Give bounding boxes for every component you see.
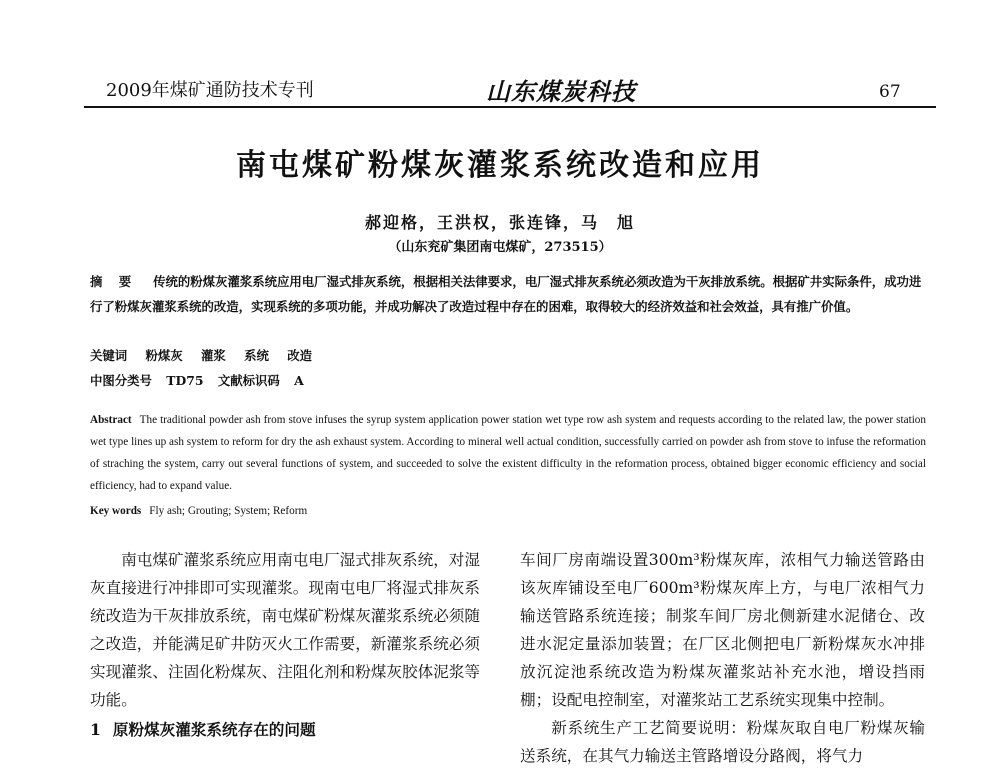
keywords-cn — [90, 346, 312, 364]
abstract-cn-label: 摘 要 — [90, 274, 138, 289]
abstract-cn-text: 传统的粉煤灰灌浆系统应用电厂湿式排灰系统，根据相关法律要求，电厂湿式排灰系统必须改造为干灰排放系统。根据矿井实际条件，成功进行了粉煤灰灌浆系统的改造，实现系统的多项功能，并成功解决了改造过程中存在的困难，取得较大的经济效益和社会效益，具有推广价值。 — [90, 274, 922, 314]
journal-name: 山东煤炭科技 — [486, 77, 636, 106]
body-right-column — [520, 546, 925, 770]
classification-label: 中图分类号 — [90, 373, 152, 388]
doc-code-label: 文献标识码 — [217, 373, 280, 388]
body-paragraph: 南屯煤矿灌浆系统应用南屯电厂湿式排灰系统，对湿灰直接进行冲排即可实现灌浆。现南屯电厂将湿式排灰系统改造为干灰排放系统，南屯煤矿粉煤灰灌浆系统必须随之改造，并能满足矿井防灭火工作需要，新灌浆系统必须实现灌浆、注固化粉煤灰、注阻化剂和粉煤灰胶体泥浆等功能。 — [90, 551, 480, 709]
abstract-en-text: The traditional powder ash from stove infuses the syrup system application power station wet type row ash system and requests according to the related law, the power station wet type lines up ash system to reform for dry the ash exhaust system. According to mineral well actual condition, successfully carried on powder ash from stove to infuse the reformation of straching the system, carry out several functions of system, and succeeded to solve the existent difficulty in the reformation process, obtained bigger economic efficiency and social efficiency, had to expand value. — [90, 414, 926, 492]
keywords-en-label: Key words — [90, 505, 142, 517]
page-number: 67 — [879, 82, 901, 102]
keywords-cn-label: 关键词 — [90, 348, 128, 363]
section-number: 1 — [90, 720, 101, 739]
body-left-column — [90, 546, 480, 714]
abstract-en — [90, 409, 926, 497]
abstract-en-label: Abstract — [90, 414, 132, 426]
article-authors: 郝迎格，王洪权，张连锋，马 旭 — [364, 213, 635, 232]
doc-code-value: A — [294, 373, 304, 388]
keyword-item: 灌浆 — [201, 348, 226, 363]
article-affiliation: （山东兖矿集团南屯煤矿，273515） — [388, 240, 612, 255]
body-paragraph: 新系统生产工艺简要说明：粉煤灰取自电厂粉煤灰输送系统，在其气力输送主管路增设分路阀，将气力 — [520, 719, 925, 765]
section-heading — [90, 718, 316, 740]
keyword-item: 系统 — [244, 348, 269, 363]
keyword-item: 改造 — [287, 348, 312, 363]
keywords-en — [90, 505, 307, 517]
classification — [90, 371, 304, 389]
keyword-item: 粉煤灰 — [145, 348, 183, 363]
keywords-en-text: Fly ash; Grouting; System; Reform — [149, 505, 308, 517]
journal-issue: 2009年煤矿通防技术专刊 — [106, 80, 314, 101]
article-title: 南屯煤矿粉煤灰灌浆系统改造和应用 — [236, 148, 764, 183]
body-paragraph: 车间厂房南端设置300m³粉煤灰库，浓相气力输送管路由该灰库铺设至电厂600m³粉煤灰库上方，与电厂浓相气力输送管路系统连接；制浆车间厂房北侧新建水泥储仓、改进水泥定量添加装置；在厂区北侧把电厂新粉煤灰水冲排放沉淀池系统改造为粉煤灰灌浆站补充水池，增设挡雨棚；设配电控制室，对灌浆站工艺系统实现集中控制。 — [520, 551, 925, 709]
header-rule — [84, 106, 936, 108]
classification-value: TD75 — [166, 373, 204, 388]
section-title: 原粉煤灰灌浆系统存在的问题 — [112, 720, 316, 739]
abstract-cn — [90, 269, 926, 319]
